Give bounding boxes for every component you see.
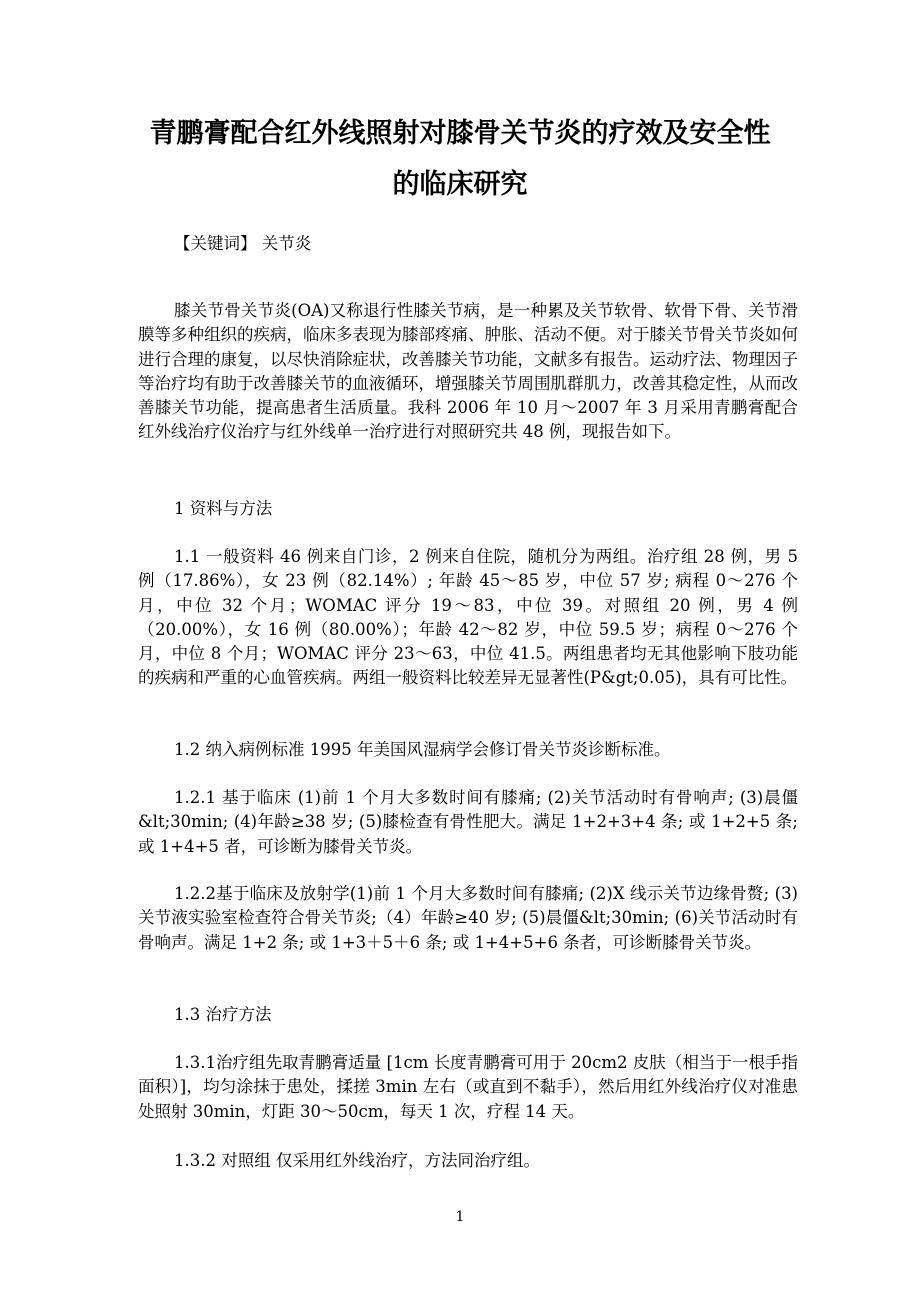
paragraph-control-group: 1.3.2 对照组 仅采用红外线治疗，方法同治疗组。 [174,1151,540,1170]
paragraph-treatment-group: 1.3.1治疗组先取青鹏膏适量 [1cm 长度青鹏膏可用于 20cm2 皮肤（相当于一根手指面积）]，均匀涂抹于患处，揉搓 3min 左右（或直到不黏手），然后用红外线治疗仪对准患处照射 30min，灯距 30～50cm，每天 1 次，疗程 14 天。 [138,1053,798,1121]
keywords: 【关键词】 关节炎 [174,234,312,253]
section-heading-materials-methods: 1 资料与方法 [174,499,273,518]
section-heading-treatment-methods: 1.3 治疗方法 [174,1005,272,1024]
document-title-line-2: 的临床研究 [392,169,528,200]
paragraph-general-data: 1.1 一般资料 46 例来自门诊，2 例来自住院，随机分为两组。治疗组 28 例，男 5 例（17.86%），女 23 例（82.14%）; 年龄 45～85 岁，中位 57 岁; 病程 0～276 个月，中位 32 个月；WOMAC 评分 19～83，中位 39。对照组 20 例，男 4 例（20.00%），女 16 例（80.00%）；年龄 42～82 岁，中位 59.5 岁；病程 0～276 个月，中位 8 个月；WOMAC 评分 23～63，中位 41.5。两组患者均无其他影响下肢功能的疾病和严重的心血管疾病。两组一般资料比较差异无显著性(P&gt;0.05)，具有可比性。 [138,547,798,688]
document-title-line-1: 青鹏膏配合红外线照射对膝骨关节炎的疗效及安全性 [149,118,771,149]
paragraph-clinical-radiological-criteria: 1.2.2基于临床及放射学(1)前 1 个月大多数时间有膝痛; (2)X 线示关节边缘骨赘; (3)关节液实验室检查符合骨关节炎;（4）年龄≥40 岁; (5)晨僵&lt;30min; (6)关节活动时有骨响声。满足 1+2 条; 或 1+3＋5＋6 条; 或 1+4+5+6 条者，可诊断膝骨关节炎。 [138,884,798,952]
paragraph-introduction: 膝关节骨关节炎(OA)又称退行性膝关节病，是一种累及关节软骨、软骨下骨、关节滑膜等多种组织的疾病，临床多表现为膝部疼痛、肿胀、活动不便。对于膝关节骨关节炎如何进行合理的康复，以尽快消除症状，改善膝关节功能，文献多有报告。运动疗法、物理因子等治疗均有助于改善膝关节的血液循环，增强膝关节周围肌群肌力，改善其稳定性，从而改善膝关节功能，提高患者生活质量。我科 2006 年 10 月～2007 年 3 月采用青鹏膏配合红外线治疗仪治疗与红外线单一治疗进行对照研究共 48 例，现报告如下。 [138,301,798,442]
paragraph-clinical-criteria: 1.2.1 基于临床 (1)前 1 个月大多数时间有膝痛; (2)关节活动时有骨响声; (3)晨僵&lt;30min; (4)年龄≥38 岁; (5)膝检查有骨性肥大。满足 1+2+3+4 条; 或 1+2+5 条; 或 1+4+5 者，可诊断为膝骨关节炎。 [138,788,798,856]
page-number: 1 [455,1209,465,1225]
paragraph-inclusion-criteria: 1.2 纳入病例标准 1995 年美国风湿病学会修订骨关节炎诊断标准。 [174,740,671,759]
